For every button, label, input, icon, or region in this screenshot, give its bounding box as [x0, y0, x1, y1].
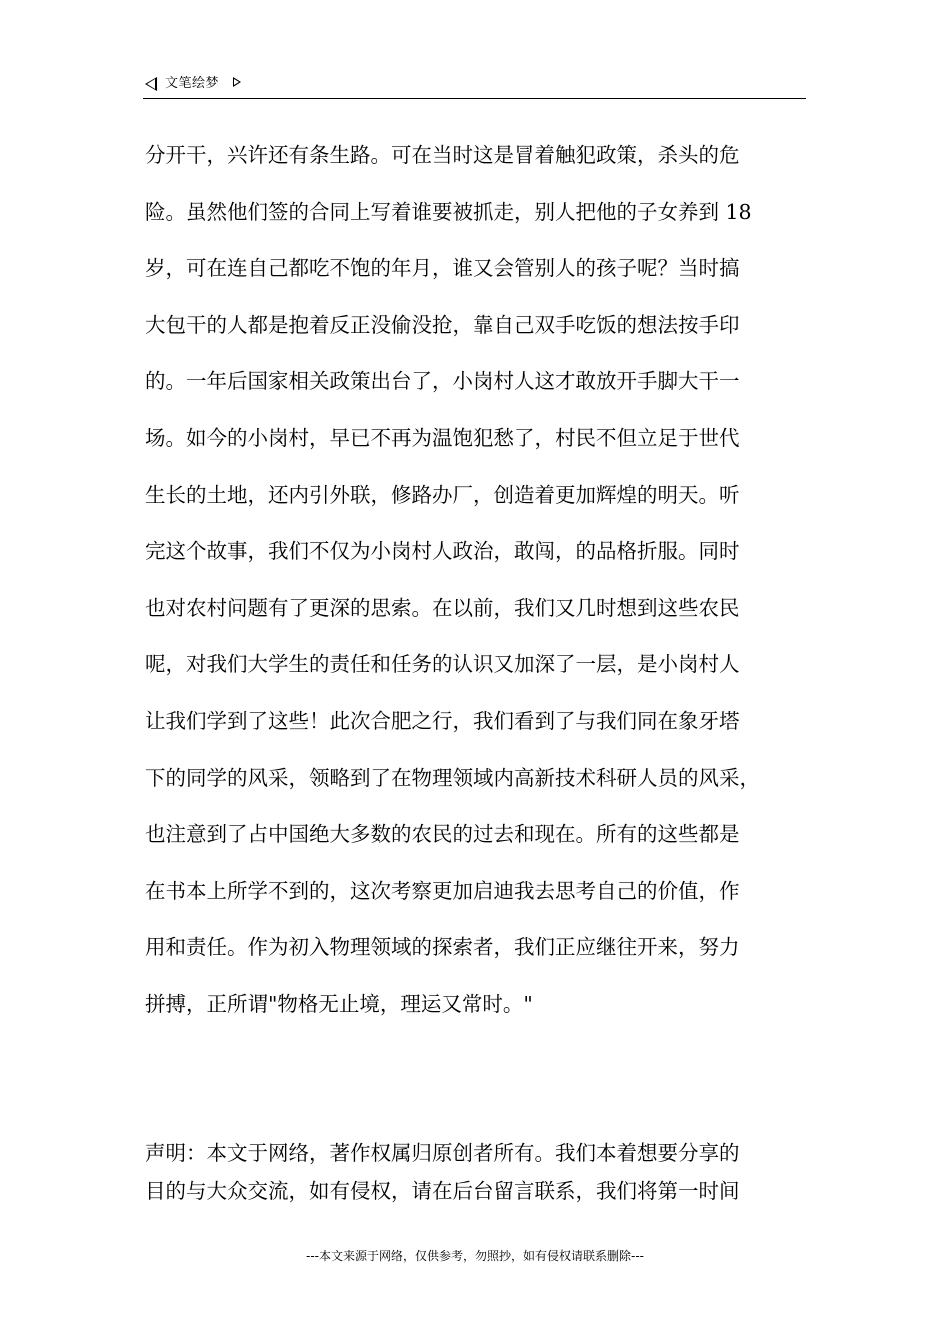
body-line: 险。虽然他们签的合同上写着谁要被抓走，别人把他的子女养到 18: [145, 199, 752, 224]
body-line: 让我们学到了这些！此次合肥之行，我们看到了与我们同在象牙塔: [145, 708, 740, 733]
body-line: 也注意到了占中国绝大多数的农民的过去和现在。所有的这些都是: [145, 822, 740, 847]
body-line: 分开干，兴许还有条生路。可在当时这是冒着触犯政策，杀头的危: [145, 143, 740, 167]
body-line: 呢，对我们大学生的责任和任务的认识又加深了一层，是小岗村人: [145, 652, 740, 677]
body-text: [145, 127, 815, 1033]
right-triangle-icon: [233, 77, 241, 87]
body-line: 岁，可在连自己都吃不饱的年月，谁又会管别人的孩子呢？当时搞: [145, 256, 740, 281]
body-line: 拼搏，正所谓"物格无止境，理运又常时。": [145, 991, 533, 1016]
statement-line: 目的与大众交流，如有侵权，请在后台留言联系，我们将第一时间: [145, 1179, 740, 1203]
body-line: 完这个故事，我们不仅为小岗村人政治，敢闯，的品格折服。同时: [145, 539, 740, 564]
body-line: 大包干的人都是抱着反正没偷没抢，靠自己双手吃饭的想法按手印: [145, 312, 740, 337]
page-header: [143, 74, 806, 99]
body-line: 用和责任。作为初入物理领域的探索者，我们正应继往开来，努力: [145, 935, 740, 960]
statement: [145, 1134, 815, 1210]
body-line: 生长的土地，还内引外联，修路办厂，创造着更加辉煌的明天。听: [145, 482, 740, 507]
page-footer: ---本文来源于网络，仅供参考，勿照抄，如有侵权请联系删除---: [306, 1249, 644, 1263]
body-line: 的。一年后国家相关政策出台了，小岗村人这才敢放开手脚大干一: [145, 369, 740, 394]
statement-line: 声明：本文于网络，著作权属归原创者所有。我们本着想要分享的: [145, 1141, 740, 1165]
left-triangle-icon: [145, 77, 157, 91]
body-line: 下的同学的风采，领略到了在物理领域内高新技术科研人员的风采，: [145, 765, 760, 790]
body-line: 也对农村问题有了更深的思索。在以前，我们又几时想到这些农民: [145, 595, 740, 620]
body-line: 在书本上所学不到的，这次考察更加启迪我去思考自己的价值，作: [145, 878, 740, 903]
header-brand: 文笔绘梦: [165, 76, 220, 91]
body-line: 场。如今的小岗村，早已不再为温饱犯愁了，村民不但立足于世代: [145, 425, 740, 450]
